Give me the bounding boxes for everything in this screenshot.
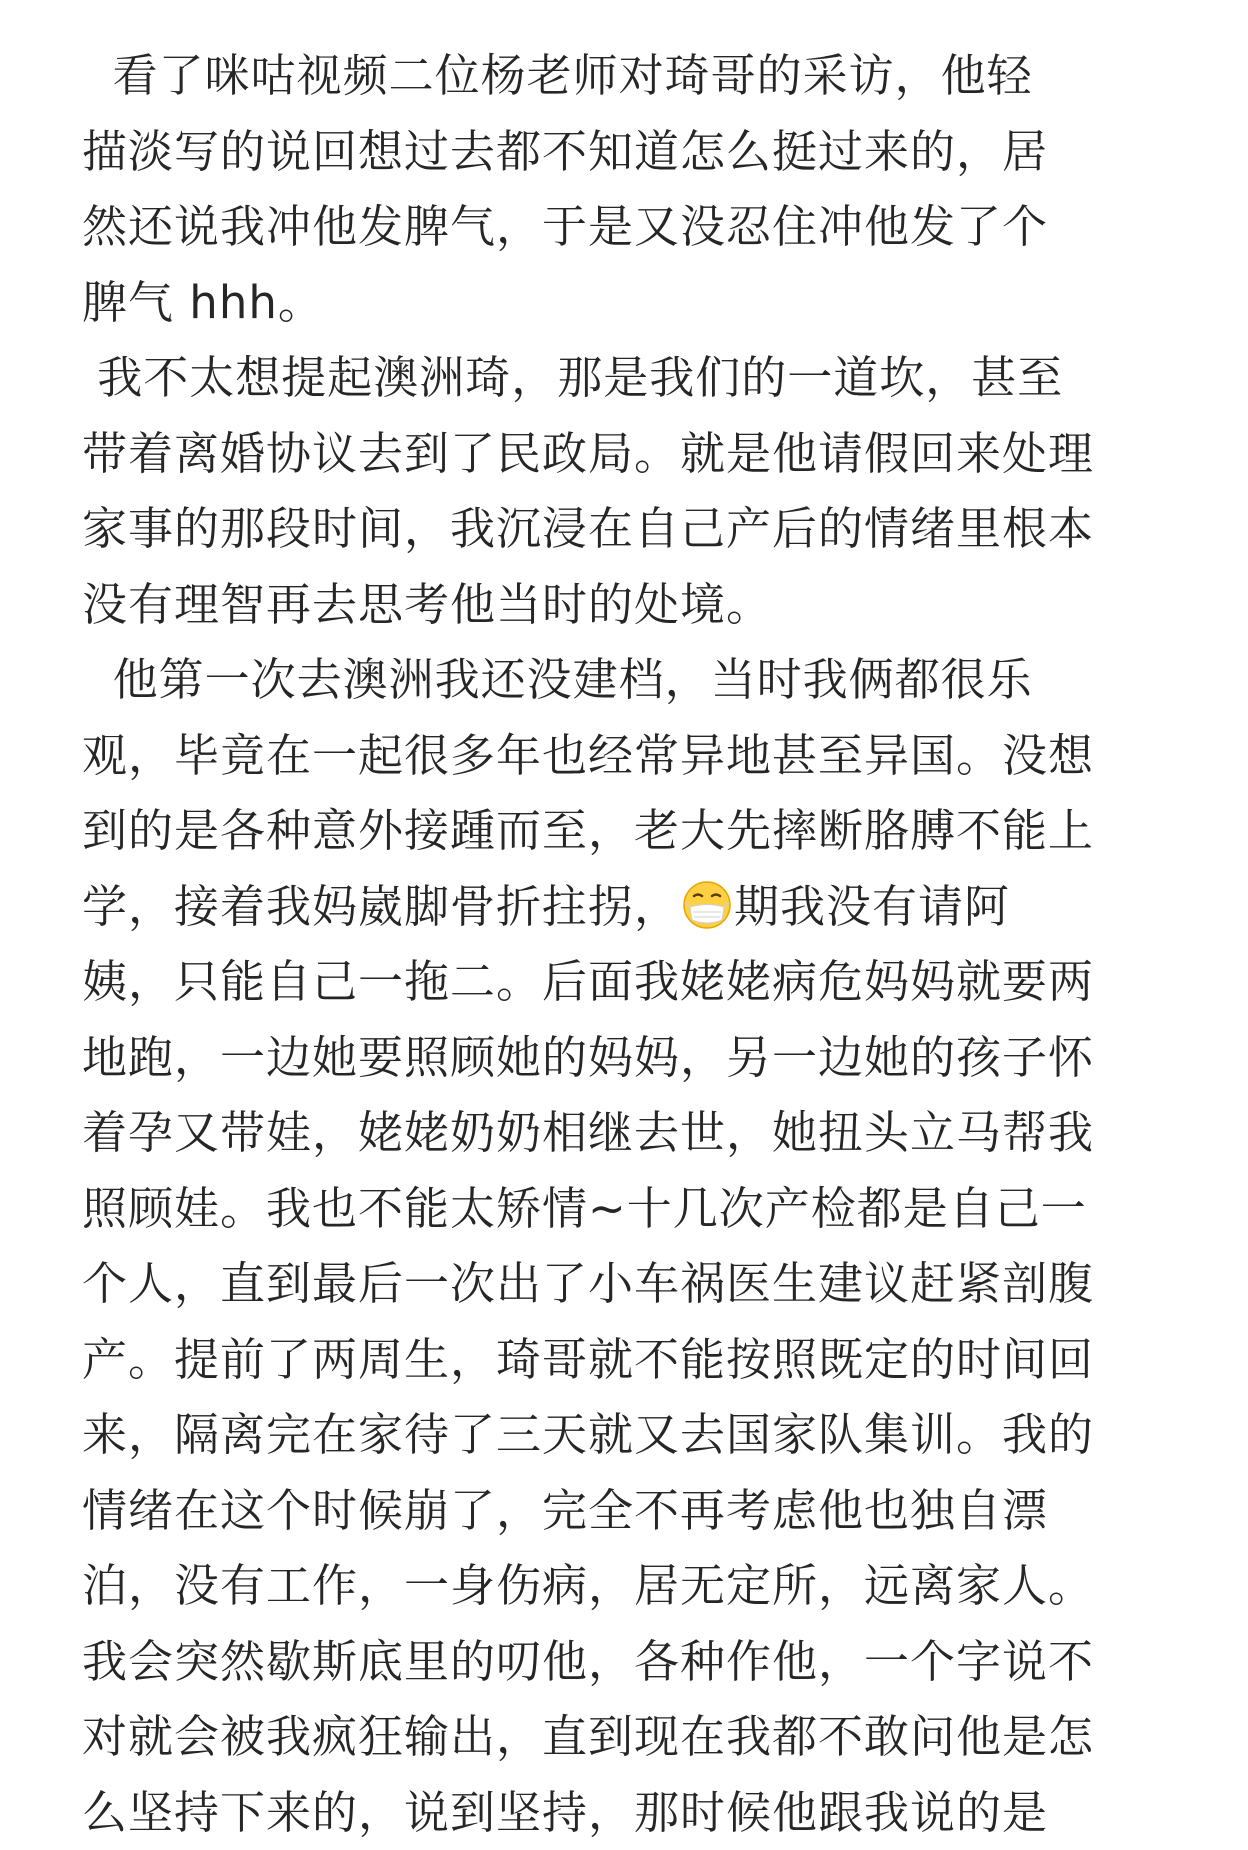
text-line-12: [82, 869, 1192, 945]
text-line-9: 他第一次去澳洲我还没建档，当时我俩都很乐: [82, 642, 1192, 718]
text-line-3: 然还说我冲他发脾气，于是又没忍住冲他发了个: [82, 189, 1192, 265]
text-segment-before-emoji: 学，接着我妈崴脚骨折拄拐，: [82, 880, 680, 933]
text-line-22: 我会突然歇斯底里的叨他，各种作他，一个字说不: [82, 1624, 1192, 1700]
text-line-20: 情绪在这个时候崩了，完全不再考虑他也独自漂: [82, 1473, 1192, 1549]
text-line-11: 到的是各种意外接踵而至，老大先摔断胳膊不能上: [82, 793, 1192, 869]
text-line-13: 姨，只能自己一拖二。后面我姥姥病危妈妈就要两: [82, 944, 1192, 1020]
article-body: [82, 38, 1192, 1850]
text-line-8: 没有理智再去思考他当时的处境。: [82, 567, 1192, 643]
text-line-24: 么坚持下来的，说到坚持，那时候他跟我说的是: [82, 1775, 1192, 1850]
text-line-7: 家事的那段时间，我沉浸在自己产后的情绪里根本: [82, 491, 1192, 567]
text-line-1: 看了咪咕视频二位杨老师对琦哥的采访，他轻: [82, 38, 1192, 114]
text-line-15: 着孕又带娃，姥姥奶奶相继去世，她扭头立马帮我: [82, 1095, 1192, 1171]
text-line-4: 脾气 hhh。: [82, 265, 1192, 341]
text-line-23: 对就会被我疯狂输出，直到现在我都不敢问他是怎: [82, 1699, 1192, 1775]
text-line-19: 来，隔离完在家待了三天就又去国家队集训。我的: [82, 1397, 1192, 1473]
text-line-2: 描淡写的说回想过去都不知道怎么挺过来的，居: [82, 114, 1192, 190]
text-line-6: 带着离婚协议去到了民政局。就是他请假回来处理: [82, 416, 1192, 492]
text-line-17: 个人，直到最后一次出了小车祸医生建议赶紧剖腹: [82, 1246, 1192, 1322]
text-line-14: 地跑，一边她要照顾她的妈妈，另一边她的孩子怀: [82, 1020, 1192, 1096]
text-line-21: 泊，没有工作，一身伤病，居无定所，远离家人。: [82, 1548, 1192, 1624]
text-line-5: 我不太想提起澳洲琦，那是我们的一道坎，甚至: [82, 340, 1192, 416]
text-line-10: 观，毕竟在一起很多年也经常异地甚至异国。没想: [82, 718, 1192, 794]
text-segment-after-emoji: 期我没有请阿: [734, 880, 1010, 933]
text-line-16: 照顾娃。我也不能太矫情~十几次产检都是自己一: [82, 1171, 1192, 1247]
text-line-18: 产。提前了两周生，琦哥就不能按照既定的时间回: [82, 1322, 1192, 1398]
face-with-medical-mask-icon: [682, 880, 732, 930]
